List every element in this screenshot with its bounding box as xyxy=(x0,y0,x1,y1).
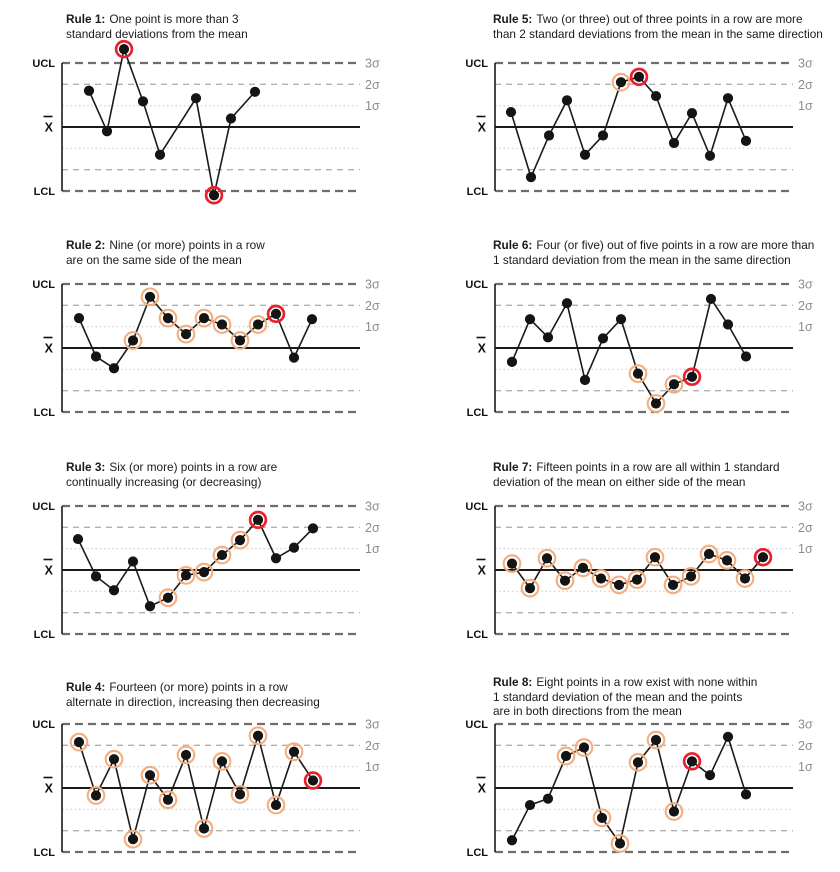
data-point xyxy=(145,292,155,302)
mean-label: X xyxy=(44,120,53,135)
rule-2-title-line-1 xyxy=(66,238,265,253)
data-point xyxy=(109,754,119,764)
data-point xyxy=(253,515,263,525)
data-point xyxy=(740,573,750,583)
sigma-labels xyxy=(365,278,380,335)
sigma-labels xyxy=(798,500,813,557)
mean-label: X xyxy=(44,563,53,578)
sigma-3-label: 3σ xyxy=(365,56,380,71)
ucl-label: UCL xyxy=(32,719,55,732)
data-points xyxy=(84,44,260,200)
data-point xyxy=(758,552,768,562)
data-point xyxy=(525,583,535,593)
data-points xyxy=(73,515,318,612)
data-point xyxy=(128,834,138,844)
rule-3-title-line-1 xyxy=(66,460,277,475)
data-point xyxy=(145,770,155,780)
data-point xyxy=(669,379,679,389)
lcl-label: LCL xyxy=(33,185,55,198)
data-point xyxy=(191,93,201,103)
data-point xyxy=(181,750,191,760)
data-point xyxy=(226,113,236,123)
data-point xyxy=(217,319,227,329)
sigma-1-label: 1σ xyxy=(365,760,380,775)
data-point xyxy=(560,576,570,586)
rule-number-label: Rule 2: xyxy=(66,238,106,252)
rule-description-text: Six (or more) points in a row are xyxy=(109,460,278,474)
data-point xyxy=(580,375,590,385)
rule-4-title-line-2: alternate in direction, increasing then decreasing xyxy=(66,694,320,709)
lcl-label: LCL xyxy=(33,628,55,641)
data-point xyxy=(250,87,260,97)
data-point xyxy=(633,757,643,767)
rule-description-text: Fifteen points in a row are all within 1 standard xyxy=(536,460,780,474)
data-point xyxy=(705,770,715,780)
rule-3-panel xyxy=(0,435,420,655)
sigma-labels xyxy=(365,718,380,775)
data-point xyxy=(686,571,696,581)
rule-number-label: Rule 5: xyxy=(493,12,533,26)
rule-number-label: Rule 1: xyxy=(66,12,106,26)
data-point xyxy=(217,550,227,560)
data-point xyxy=(507,559,517,569)
sigma-1-label: 1σ xyxy=(365,542,380,557)
rule-1-panel xyxy=(0,0,420,220)
rule-description-text: Eight points in a row exist with none within xyxy=(536,675,758,689)
data-point xyxy=(598,333,608,343)
data-point xyxy=(181,329,191,339)
data-point xyxy=(597,813,607,823)
data-point xyxy=(91,351,101,361)
sigma-3-label: 3σ xyxy=(798,277,813,292)
lcl-label: LCL xyxy=(33,406,55,419)
rule-4-panel xyxy=(0,655,420,869)
ucl-label: UCL xyxy=(32,279,55,292)
rule-6-panel xyxy=(420,220,840,435)
data-point xyxy=(271,309,281,319)
data-point xyxy=(199,567,209,577)
rule-description-text: Two (or three) out of three points in a row are more xyxy=(536,12,803,26)
data-point xyxy=(91,790,101,800)
sigma-1-label: 1σ xyxy=(365,320,380,335)
data-point xyxy=(651,398,661,408)
rule-6-title-line-2: 1 standard deviation from the mean in the same direction xyxy=(493,252,791,267)
data-point xyxy=(74,313,84,323)
data-point xyxy=(155,150,165,160)
lcl-label: LCL xyxy=(466,846,488,859)
sigma-labels xyxy=(798,718,813,775)
data-point xyxy=(651,735,661,745)
data-point xyxy=(615,838,625,848)
rule-4-control-chart xyxy=(0,700,420,872)
data-point xyxy=(614,580,624,590)
data-point xyxy=(271,553,281,563)
rule-2-panel xyxy=(0,220,420,435)
rule-number-label: Rule 4: xyxy=(66,680,106,694)
data-point xyxy=(632,574,642,584)
rule-description-text: Fourteen (or more) points in a row xyxy=(109,680,288,694)
data-point xyxy=(102,126,112,136)
sigma-3-label: 3σ xyxy=(798,499,813,514)
sigma-3-label: 3σ xyxy=(365,499,380,514)
rule-8-panel xyxy=(420,655,840,869)
rule-2-title-line-2: are on the same side of the mean xyxy=(66,252,242,267)
data-point xyxy=(119,44,129,54)
data-point xyxy=(704,549,714,559)
data-point xyxy=(84,86,94,96)
data-point xyxy=(128,556,138,566)
highlight-rings xyxy=(116,41,222,203)
reference-lines xyxy=(62,284,360,412)
rule-description-text: One point is more than 3 xyxy=(109,12,239,26)
ucl-label: UCL xyxy=(465,501,488,514)
sigma-2-label: 2σ xyxy=(798,298,813,313)
rule-5-title xyxy=(493,12,823,41)
rule-5-panel xyxy=(420,0,840,220)
sigma-labels xyxy=(365,500,380,557)
data-point xyxy=(687,108,697,118)
rule-2-control-chart xyxy=(0,260,420,432)
data-point xyxy=(289,352,299,362)
ucl-label: UCL xyxy=(32,58,55,71)
sigma-labels xyxy=(365,57,380,114)
rule-6-control-chart xyxy=(433,260,840,432)
data-point xyxy=(289,747,299,757)
rule-7-panel xyxy=(420,435,840,655)
data-points xyxy=(74,292,317,374)
data-point xyxy=(669,138,679,148)
data-point xyxy=(598,130,608,140)
data-point xyxy=(163,795,173,805)
data-point xyxy=(199,313,209,323)
sigma-2-label: 2σ xyxy=(798,77,813,92)
data-point xyxy=(235,789,245,799)
left-axis-labels xyxy=(32,719,55,859)
mean-label: X xyxy=(477,563,486,578)
data-point xyxy=(616,77,626,87)
data-point xyxy=(668,580,678,590)
data-point xyxy=(506,107,516,117)
data-point xyxy=(562,298,572,308)
sigma-1-label: 1σ xyxy=(798,760,813,775)
left-axis-labels xyxy=(465,58,488,198)
rule-4-title-line-1 xyxy=(66,680,320,695)
reference-lines xyxy=(495,284,793,412)
left-axis-labels xyxy=(32,279,55,419)
sigma-2-label: 2σ xyxy=(365,77,380,92)
data-point xyxy=(91,571,101,581)
mean-label: X xyxy=(477,781,486,796)
rule-description-text: Nine (or more) points in a row xyxy=(109,238,265,252)
sigma-2-label: 2σ xyxy=(365,520,380,535)
rule-5-title-line-1 xyxy=(493,12,823,27)
lcl-label: LCL xyxy=(33,846,55,859)
sigma-3-label: 3σ xyxy=(365,717,380,732)
rule-6-title-line-1 xyxy=(493,238,814,253)
rule-7-title-line-1 xyxy=(493,460,780,475)
data-series-line xyxy=(79,297,312,368)
sigma-2-label: 2σ xyxy=(798,738,813,753)
data-point xyxy=(543,794,553,804)
data-point xyxy=(253,319,263,329)
data-point xyxy=(741,351,751,361)
data-point xyxy=(634,72,644,82)
left-axis-labels xyxy=(465,501,488,641)
sigma-2-label: 2σ xyxy=(798,520,813,535)
rule-description-text: Four (or five) out of five points in a row are more than xyxy=(536,238,815,252)
data-point xyxy=(74,737,84,747)
rule-8-control-chart xyxy=(433,700,840,872)
data-point xyxy=(109,585,119,595)
data-point xyxy=(741,136,751,146)
data-point xyxy=(706,294,716,304)
data-point xyxy=(526,172,536,182)
data-point xyxy=(307,314,317,324)
data-point xyxy=(651,91,661,101)
data-point xyxy=(128,335,138,345)
data-point xyxy=(163,593,173,603)
ucl-label: UCL xyxy=(465,58,488,71)
lcl-label: LCL xyxy=(466,406,488,419)
mean-label: X xyxy=(477,120,486,135)
sigma-labels xyxy=(798,57,813,114)
rule-1-title-line-2: standard deviations from the mean xyxy=(66,26,248,41)
data-point xyxy=(723,732,733,742)
left-axis-labels xyxy=(465,719,488,859)
rule-5-control-chart xyxy=(433,39,840,211)
data-point xyxy=(525,800,535,810)
data-point xyxy=(578,563,588,573)
data-point xyxy=(616,314,626,324)
sigma-2-label: 2σ xyxy=(365,738,380,753)
data-point xyxy=(289,543,299,553)
data-point xyxy=(722,555,732,565)
reference-lines xyxy=(495,724,793,852)
data-point xyxy=(163,313,173,323)
mean-label: X xyxy=(44,341,53,356)
sigma-1-label: 1σ xyxy=(798,542,813,557)
rule-3-title-line-2: continually increasing (or decreasing) xyxy=(66,474,262,489)
sigma-labels xyxy=(798,278,813,335)
sigma-3-label: 3σ xyxy=(798,717,813,732)
left-axis-labels xyxy=(465,279,488,419)
rule-1-control-chart xyxy=(0,39,420,211)
data-point xyxy=(723,319,733,329)
sigma-1-label: 1σ xyxy=(365,99,380,114)
data-point xyxy=(596,573,606,583)
data-point xyxy=(507,357,517,367)
data-point xyxy=(308,523,318,533)
left-axis-labels xyxy=(32,501,55,641)
rule-number-label: Rule 8: xyxy=(493,675,533,689)
data-series-line xyxy=(512,299,746,404)
data-point xyxy=(542,553,552,563)
lcl-label: LCL xyxy=(466,628,488,641)
data-point xyxy=(199,823,209,833)
data-point xyxy=(235,335,245,345)
ucl-label: UCL xyxy=(32,501,55,514)
rule-3-control-chart xyxy=(0,482,420,654)
mean-label: X xyxy=(477,341,486,356)
data-point xyxy=(181,570,191,580)
data-point xyxy=(308,775,318,785)
sigma-1-label: 1σ xyxy=(798,99,813,114)
data-point xyxy=(253,731,263,741)
rule-number-label: Rule 7: xyxy=(493,460,533,474)
ucl-label: UCL xyxy=(465,719,488,732)
data-point xyxy=(687,756,697,766)
rule-1-title xyxy=(66,12,248,41)
sigma-2-label: 2σ xyxy=(365,298,380,313)
data-point xyxy=(561,751,571,761)
data-point xyxy=(217,756,227,766)
rule-1-title-line-1 xyxy=(66,12,248,27)
data-point xyxy=(650,552,660,562)
data-point xyxy=(507,835,517,845)
data-point xyxy=(235,535,245,545)
data-point xyxy=(741,789,751,799)
sigma-3-label: 3σ xyxy=(365,277,380,292)
data-point xyxy=(705,151,715,161)
data-point xyxy=(669,806,679,816)
rule-7-control-chart xyxy=(433,482,840,654)
data-point xyxy=(544,130,554,140)
data-point xyxy=(687,372,697,382)
sigma-1-label: 1σ xyxy=(798,320,813,335)
data-point xyxy=(633,368,643,378)
data-point xyxy=(580,150,590,160)
rule-number-label: Rule 6: xyxy=(493,238,533,252)
ucl-label: UCL xyxy=(465,279,488,292)
data-point xyxy=(145,601,155,611)
rule-number-label: Rule 3: xyxy=(66,460,106,474)
data-point xyxy=(543,332,553,342)
data-point xyxy=(525,314,535,324)
data-point xyxy=(73,534,83,544)
rule-5-title-line-2: than 2 standard deviations from the mean in the same direction xyxy=(493,26,823,41)
data-point xyxy=(109,363,119,373)
data-point xyxy=(271,800,281,810)
data-point xyxy=(209,190,219,200)
lcl-label: LCL xyxy=(466,185,488,198)
left-axis-labels xyxy=(32,58,55,198)
data-series-line xyxy=(512,737,746,844)
rule-8-title-line-3: are in both directions from the mean xyxy=(493,704,682,719)
mean-label: X xyxy=(44,781,53,796)
data-point xyxy=(579,742,589,752)
rule-7-title-line-2: deviation of the mean on either side of the mean xyxy=(493,474,746,489)
rule-8-title-line-2: 1 standard deviation of the mean and the points xyxy=(493,689,743,704)
data-point xyxy=(723,93,733,103)
data-point xyxy=(562,95,572,105)
sigma-3-label: 3σ xyxy=(798,56,813,71)
rule-8-title-line-1 xyxy=(493,675,757,690)
highlight-rings xyxy=(504,546,771,597)
data-point xyxy=(138,96,148,106)
